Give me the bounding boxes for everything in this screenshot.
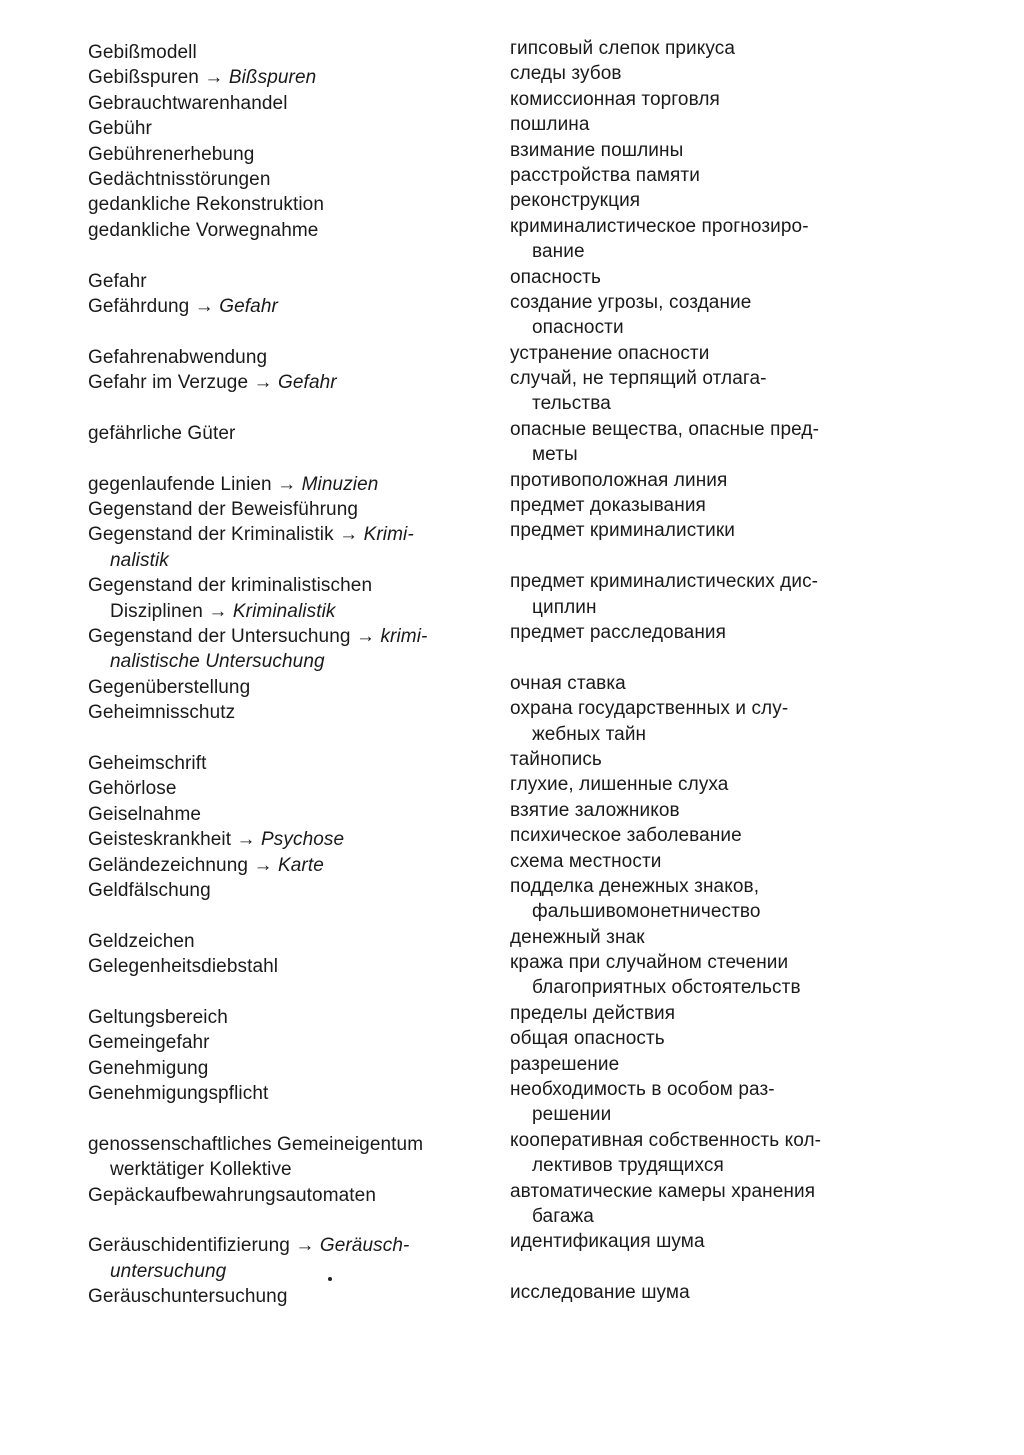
ru-term: необходимость в особом раз- — [510, 1079, 775, 1101]
ru-term: опасные вещества, опасные пред- — [510, 418, 819, 440]
russian-column — [510, 36, 880, 1306]
ru-term: очная ставка — [510, 672, 626, 694]
ru-term: создание угрозы, создание — [510, 291, 752, 313]
german-column — [88, 40, 468, 1310]
de-term: Geräuschidentifizierung → Geräusch- — [88, 1235, 410, 1257]
ru-term-continuation: лективов трудящихся — [532, 1155, 724, 1177]
ru-term: взятие заложников — [510, 799, 680, 821]
de-term: Gemeingefahr — [88, 1032, 210, 1054]
ru-term: опасность — [510, 266, 601, 288]
ru-term: кража при случайном стечении — [510, 952, 789, 974]
ru-term: случай, не терпящий отлага- — [510, 368, 767, 390]
arrow-right-icon: → — [253, 854, 273, 876]
de-term-continuation: werktätiger Kollektive — [110, 1159, 292, 1181]
ru-term: криминалистическое прогнозиро- — [510, 215, 809, 237]
ru-term: предмет расследования — [510, 621, 727, 643]
ru-term: разрешение — [510, 1053, 620, 1075]
de-term: Geländezeichnung → Karte — [88, 854, 324, 876]
de-term: Gebühr — [88, 118, 152, 140]
de-term: Geltungsbereich — [88, 1006, 228, 1028]
ru-term: предмет доказывания — [510, 495, 706, 517]
de-term: Gegenstand der Beweisführung — [88, 499, 359, 521]
ru-term: устранение опасности — [510, 342, 710, 364]
ru-term: пределы действия — [510, 1002, 676, 1024]
ru-term: комиссионная торговля — [510, 88, 720, 110]
de-term: Geräuschuntersuchung — [88, 1286, 288, 1308]
ru-term: общая опасность — [510, 1028, 665, 1050]
arrow-right-icon: → — [277, 473, 297, 495]
ru-term-continuation: циплин — [532, 596, 597, 618]
de-term: Genehmigung — [88, 1057, 209, 1079]
ru-term: предмет криминалистических дис- — [510, 571, 819, 593]
de-term: Geheimschrift — [88, 752, 207, 774]
de-term: Gefährdung → Gefahr — [88, 295, 278, 317]
ru-term: тайнопись — [510, 748, 602, 770]
arrow-right-icon: → — [204, 67, 224, 89]
ru-term: схема местности — [510, 850, 662, 872]
de-term-continuation: nalistische Untersuchung — [110, 651, 325, 673]
ru-term-continuation: тельства — [532, 393, 611, 415]
ru-term-continuation: багажа — [532, 1205, 594, 1227]
ru-term: глухие, лишенные слуха — [510, 774, 729, 796]
ru-term: следы зубов — [510, 63, 622, 85]
ru-term-continuation: вание — [532, 241, 585, 263]
de-term: Gegenstand der Untersuchung → krimi- — [88, 625, 428, 647]
ru-term: денежный знак — [510, 926, 645, 948]
de-term: Genehmigungspflicht — [88, 1083, 269, 1105]
arrow-right-icon: → — [355, 625, 376, 647]
ru-term-continuation: решении — [532, 1104, 612, 1126]
ru-term-continuation: жебных тайн — [532, 723, 647, 745]
arrow-right-icon: → — [236, 829, 256, 851]
ru-term: гипсовый слепок прикуса — [510, 38, 736, 59]
ru-term: взимание пошлины — [510, 139, 684, 161]
arrow-right-icon: → — [194, 295, 214, 317]
de-term-continuation: Disziplinen → Kriminalistik — [110, 600, 336, 622]
de-term: Gebrauchtwarenhandel — [88, 92, 288, 114]
ru-term: психическое заболевание — [510, 825, 742, 847]
ru-term-continuation: фальшивомонетничество — [532, 901, 761, 923]
de-term: Gefahrenabwendung — [88, 346, 268, 368]
de-term-continuation: untersuchung — [110, 1260, 227, 1282]
ru-term: автоматические камеры хранения — [510, 1180, 816, 1202]
arrow-right-icon: → — [253, 372, 273, 394]
de-term: gedankliche Rekonstruktion — [88, 194, 325, 216]
ru-term: подделка денежных знаков, — [510, 875, 760, 897]
ru-term-continuation: меты — [532, 444, 578, 466]
ru-term: идентификация шума — [510, 1231, 705, 1253]
de-term: Gegenstand der Kriminalistik → Krimi- — [88, 524, 414, 546]
de-term: Geheimnisschutz — [88, 702, 236, 724]
de-term: Gegenüberstellung — [88, 676, 251, 698]
de-term: gegenlaufende Linien → Minuzien — [88, 473, 379, 495]
de-term: Gefahr im Verzuge → Gefahr — [88, 372, 337, 394]
ru-term-continuation: благоприятных обстоятельств — [532, 977, 801, 999]
ru-term-continuation: опасности — [532, 317, 624, 339]
de-term: Gefahr — [88, 270, 147, 292]
de-term: Geiselnahme — [88, 803, 202, 825]
de-term: Gebührenerhebung — [88, 143, 255, 165]
ru-term: реконструкция — [510, 190, 641, 212]
de-term: Gebißmodell — [88, 42, 197, 63]
ru-term: пошлина — [510, 114, 590, 136]
de-term: Gegenstand der kriminalistischen — [88, 575, 373, 597]
ru-term: кооперативная собственность кол- — [510, 1129, 822, 1151]
ru-term: исследование шума — [510, 1282, 690, 1304]
ru-term: противоположная линия — [510, 469, 728, 491]
de-term: Geldzeichen — [88, 930, 195, 952]
de-term-continuation: nalistik — [110, 549, 169, 571]
de-term: Gepäckaufbewahrungsautomaten — [88, 1184, 376, 1206]
de-term: gefährliche Güter — [88, 422, 236, 444]
de-term: Gelegenheitsdiebstahl — [88, 956, 279, 978]
de-term: Gehörlose — [88, 778, 177, 800]
ink-speck — [328, 1277, 332, 1281]
de-term: gedankliche Vorwegnahme — [88, 219, 319, 241]
de-term: Geldfälschung — [88, 879, 211, 901]
arrow-right-icon: → — [339, 524, 359, 546]
arrow-right-icon: → — [295, 1235, 315, 1257]
de-term: Gedächtnisstörungen — [88, 168, 271, 190]
de-term: Gebißspuren → Bißspuren — [88, 67, 317, 89]
ru-term: предмет криминалистики — [510, 520, 735, 542]
de-term: genossenschaftliches Gemeineigentum — [88, 1133, 424, 1155]
ru-term: расстройства памяти — [510, 164, 700, 186]
arrow-right-icon: → — [208, 600, 228, 622]
de-term: Geisteskrankheit → Psychose — [88, 829, 345, 851]
ru-term: охрана государственных и слу- — [510, 698, 789, 720]
